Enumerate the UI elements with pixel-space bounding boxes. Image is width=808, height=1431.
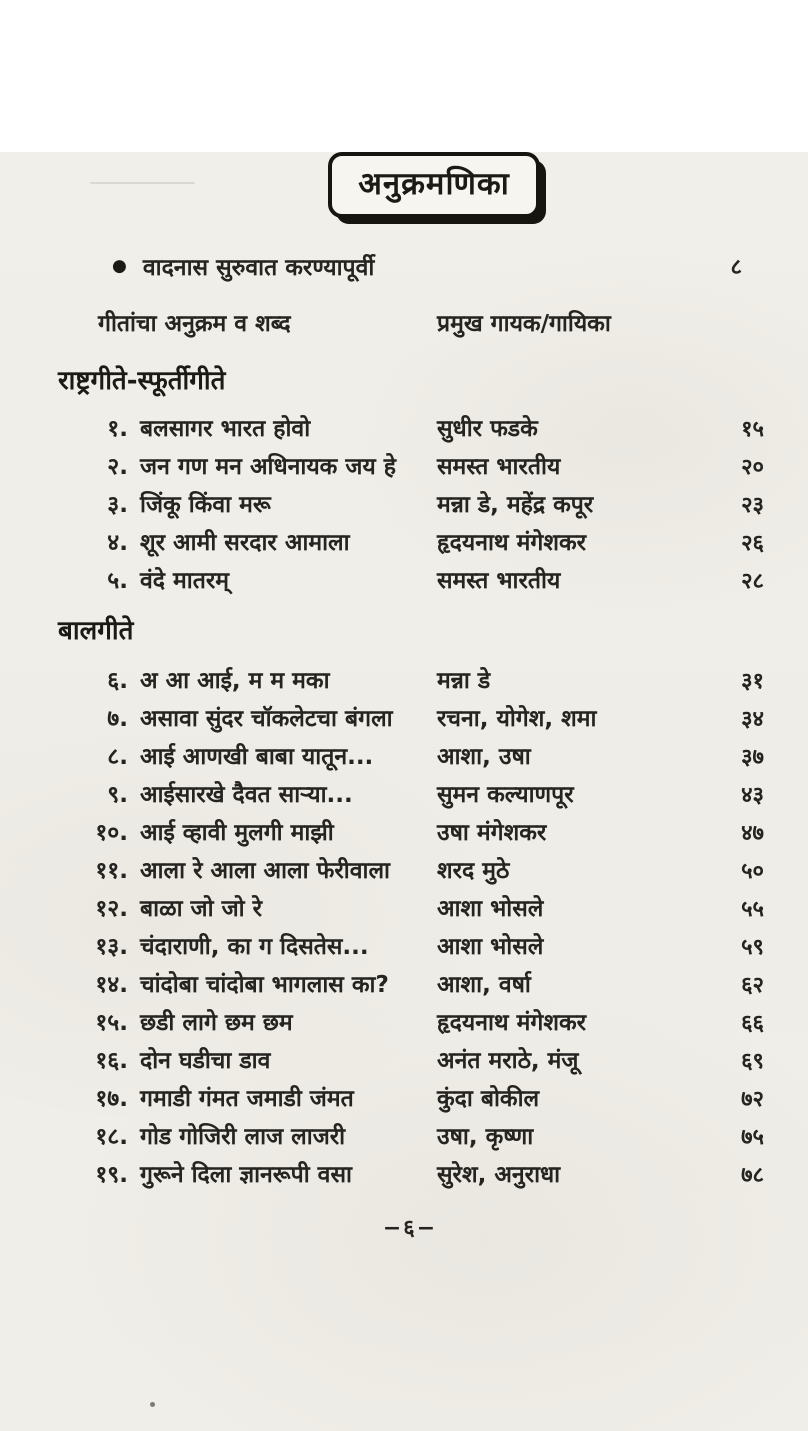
song-title: अ आ आई, म म मका (140, 668, 330, 694)
page-title-box (328, 152, 540, 218)
song-number: ३. (107, 492, 128, 518)
song-title: वंदे मातरम् (140, 568, 229, 594)
toc-row (0, 486, 808, 524)
singer-names: शरद मुठे (437, 858, 510, 884)
song-number: १५. (95, 1010, 128, 1036)
footer-page-number: −६− (382, 1216, 438, 1241)
section-children-songs (0, 614, 808, 1194)
song-title: गुरूने दिला ज्ञानरूपी वसा (140, 1162, 352, 1188)
singer-names: मन्ना डे, महेंद्र कपूर (437, 492, 594, 518)
song-title: जिंकू किंवा मरू (140, 492, 271, 518)
page-number: ५९ (741, 935, 764, 960)
song-title: शूर आमी सरदार आमाला (140, 530, 350, 556)
toc-row (0, 1042, 808, 1080)
page-number: ३७ (741, 745, 764, 770)
song-title: दोन घडीचा डाव (140, 1048, 271, 1074)
toc-row (0, 814, 808, 852)
song-title: आला रे आला आला फेरीवाला (140, 858, 391, 884)
column-headers (0, 306, 808, 338)
page-number: २६ (741, 531, 764, 556)
toc-row (0, 890, 808, 928)
singer-names: आशा भोसले (437, 934, 544, 960)
page-number: २८ (741, 569, 764, 594)
song-number: १६. (95, 1048, 128, 1074)
singer-names: उषा मंगेशकर (437, 820, 547, 846)
column-header-song-order: गीतांचा अनुक्रम व शब्द (98, 311, 291, 337)
song-number: ९. (107, 782, 128, 808)
song-title: आईसारखे दैवत साऱ्या... (140, 782, 353, 808)
singer-names: सुमन कल्याणपूर (437, 782, 574, 808)
intro-item (0, 250, 808, 282)
song-number: १७. (95, 1086, 128, 1112)
toc-row (0, 662, 808, 700)
toc-row (0, 852, 808, 890)
intro-item-page-number: ८ (730, 255, 742, 280)
toc-row (0, 1118, 808, 1156)
page-title: अनुक्रमणिका (358, 166, 510, 202)
page-number: ६६ (741, 1011, 764, 1036)
song-title: आई आणखी बाबा यातून... (140, 744, 374, 770)
singer-names: सुधीर फडके (437, 416, 538, 442)
page-number: ७५ (741, 1125, 764, 1150)
song-title: चंदाराणी, का ग दिसतेस... (140, 934, 369, 960)
singer-names: सुरेश, अनुराधा (437, 1162, 561, 1188)
page-number: १५ (741, 417, 764, 442)
scanned-book-page (0, 152, 808, 1431)
song-title: गोड गोजिरी लाज लाजरी (140, 1124, 346, 1150)
song-number: ४. (107, 530, 128, 556)
singer-names: अनंत मराठे, मंजू (437, 1048, 579, 1074)
scan-artifact-dot (150, 1402, 155, 1407)
toc-row (0, 562, 808, 600)
song-title: चांदोबा चांदोबा भागलास का? (140, 972, 389, 998)
song-title: आई व्हावी मुलगी माझी (140, 820, 334, 846)
toc-row (0, 1004, 808, 1042)
singer-names: आशा, वर्षा (437, 972, 531, 998)
song-title: बाळा जो जो रे (140, 896, 263, 922)
page-number: ५० (741, 859, 764, 884)
song-number: ५. (107, 568, 128, 594)
page-number: ५५ (741, 897, 764, 922)
section-national-songs (0, 364, 808, 600)
page-number: ६९ (741, 1049, 764, 1074)
song-number: १२. (95, 896, 128, 922)
toc-row (0, 1156, 808, 1194)
toc-row (0, 700, 808, 738)
section-heading-children-songs: बालगीते (58, 616, 134, 646)
singer-names: समस्त भारतीय (437, 454, 561, 480)
singer-names: हृदयनाथ मंगेशकर (437, 1010, 587, 1036)
page-number: २३ (741, 493, 764, 518)
song-title: बलसागर भारत होवो (140, 416, 311, 442)
song-title: गमाडी गंमत जमाडी जंमत (140, 1086, 354, 1112)
singer-names: उषा, कृष्णा (437, 1124, 534, 1150)
song-number: ६. (107, 668, 128, 694)
singer-names: मन्ना डे (437, 668, 491, 694)
toc-row (0, 448, 808, 486)
song-number: १८. (95, 1124, 128, 1150)
page-number: ३४ (741, 707, 764, 732)
song-number: १०. (95, 820, 128, 846)
page-number: २० (741, 455, 764, 480)
song-number: १४. (95, 972, 128, 998)
singer-names: समस्त भारतीय (437, 568, 561, 594)
page-number: ३१ (741, 669, 764, 694)
song-title: छडी लागे छम छम (140, 1010, 293, 1036)
song-number: ११. (95, 858, 128, 884)
toc-row (0, 966, 808, 1004)
toc-row (0, 776, 808, 814)
song-number: १९. (95, 1162, 128, 1188)
singer-names: आशा भोसले (437, 896, 544, 922)
toc-row (0, 1080, 808, 1118)
toc-row (0, 928, 808, 966)
intro-item-label: वादनास सुरुवात करण्यापूर्वी (142, 255, 375, 281)
singer-names: आशा, उषा (437, 744, 531, 770)
bullet-icon: ● (112, 255, 127, 276)
song-number: १. (107, 416, 128, 442)
song-title: असावा सुंदर चॉकलेटचा बंगला (140, 706, 393, 732)
page-number: ४३ (741, 783, 764, 808)
toc-row (0, 524, 808, 562)
toc-rows-national (0, 410, 808, 600)
song-number: ७. (107, 706, 128, 732)
song-title: जन गण मन अधिनायक जय हे (140, 454, 396, 480)
page-footer (6, 1212, 808, 1242)
page-number: ७८ (741, 1163, 764, 1188)
toc-rows-children (0, 662, 808, 1194)
page-number: ६२ (741, 973, 764, 998)
singer-names: हृदयनाथ मंगेशकर (437, 530, 587, 556)
scan-artifact-line (90, 182, 195, 184)
song-number: १३. (95, 934, 128, 960)
song-number: २. (107, 454, 128, 480)
singer-names: कुंदा बोकील (437, 1086, 540, 1112)
page-number: ४७ (741, 821, 764, 846)
section-heading-national-songs: राष्ट्रगीते-स्फूर्तीगीते (58, 366, 226, 396)
toc-row (0, 738, 808, 776)
singer-names: रचना, योगेश, शमा (437, 706, 597, 732)
page-number: ७२ (741, 1087, 764, 1112)
toc-row (0, 410, 808, 448)
column-header-singers: प्रमुख गायक/गायिका (437, 311, 611, 337)
song-number: ८. (107, 744, 128, 770)
